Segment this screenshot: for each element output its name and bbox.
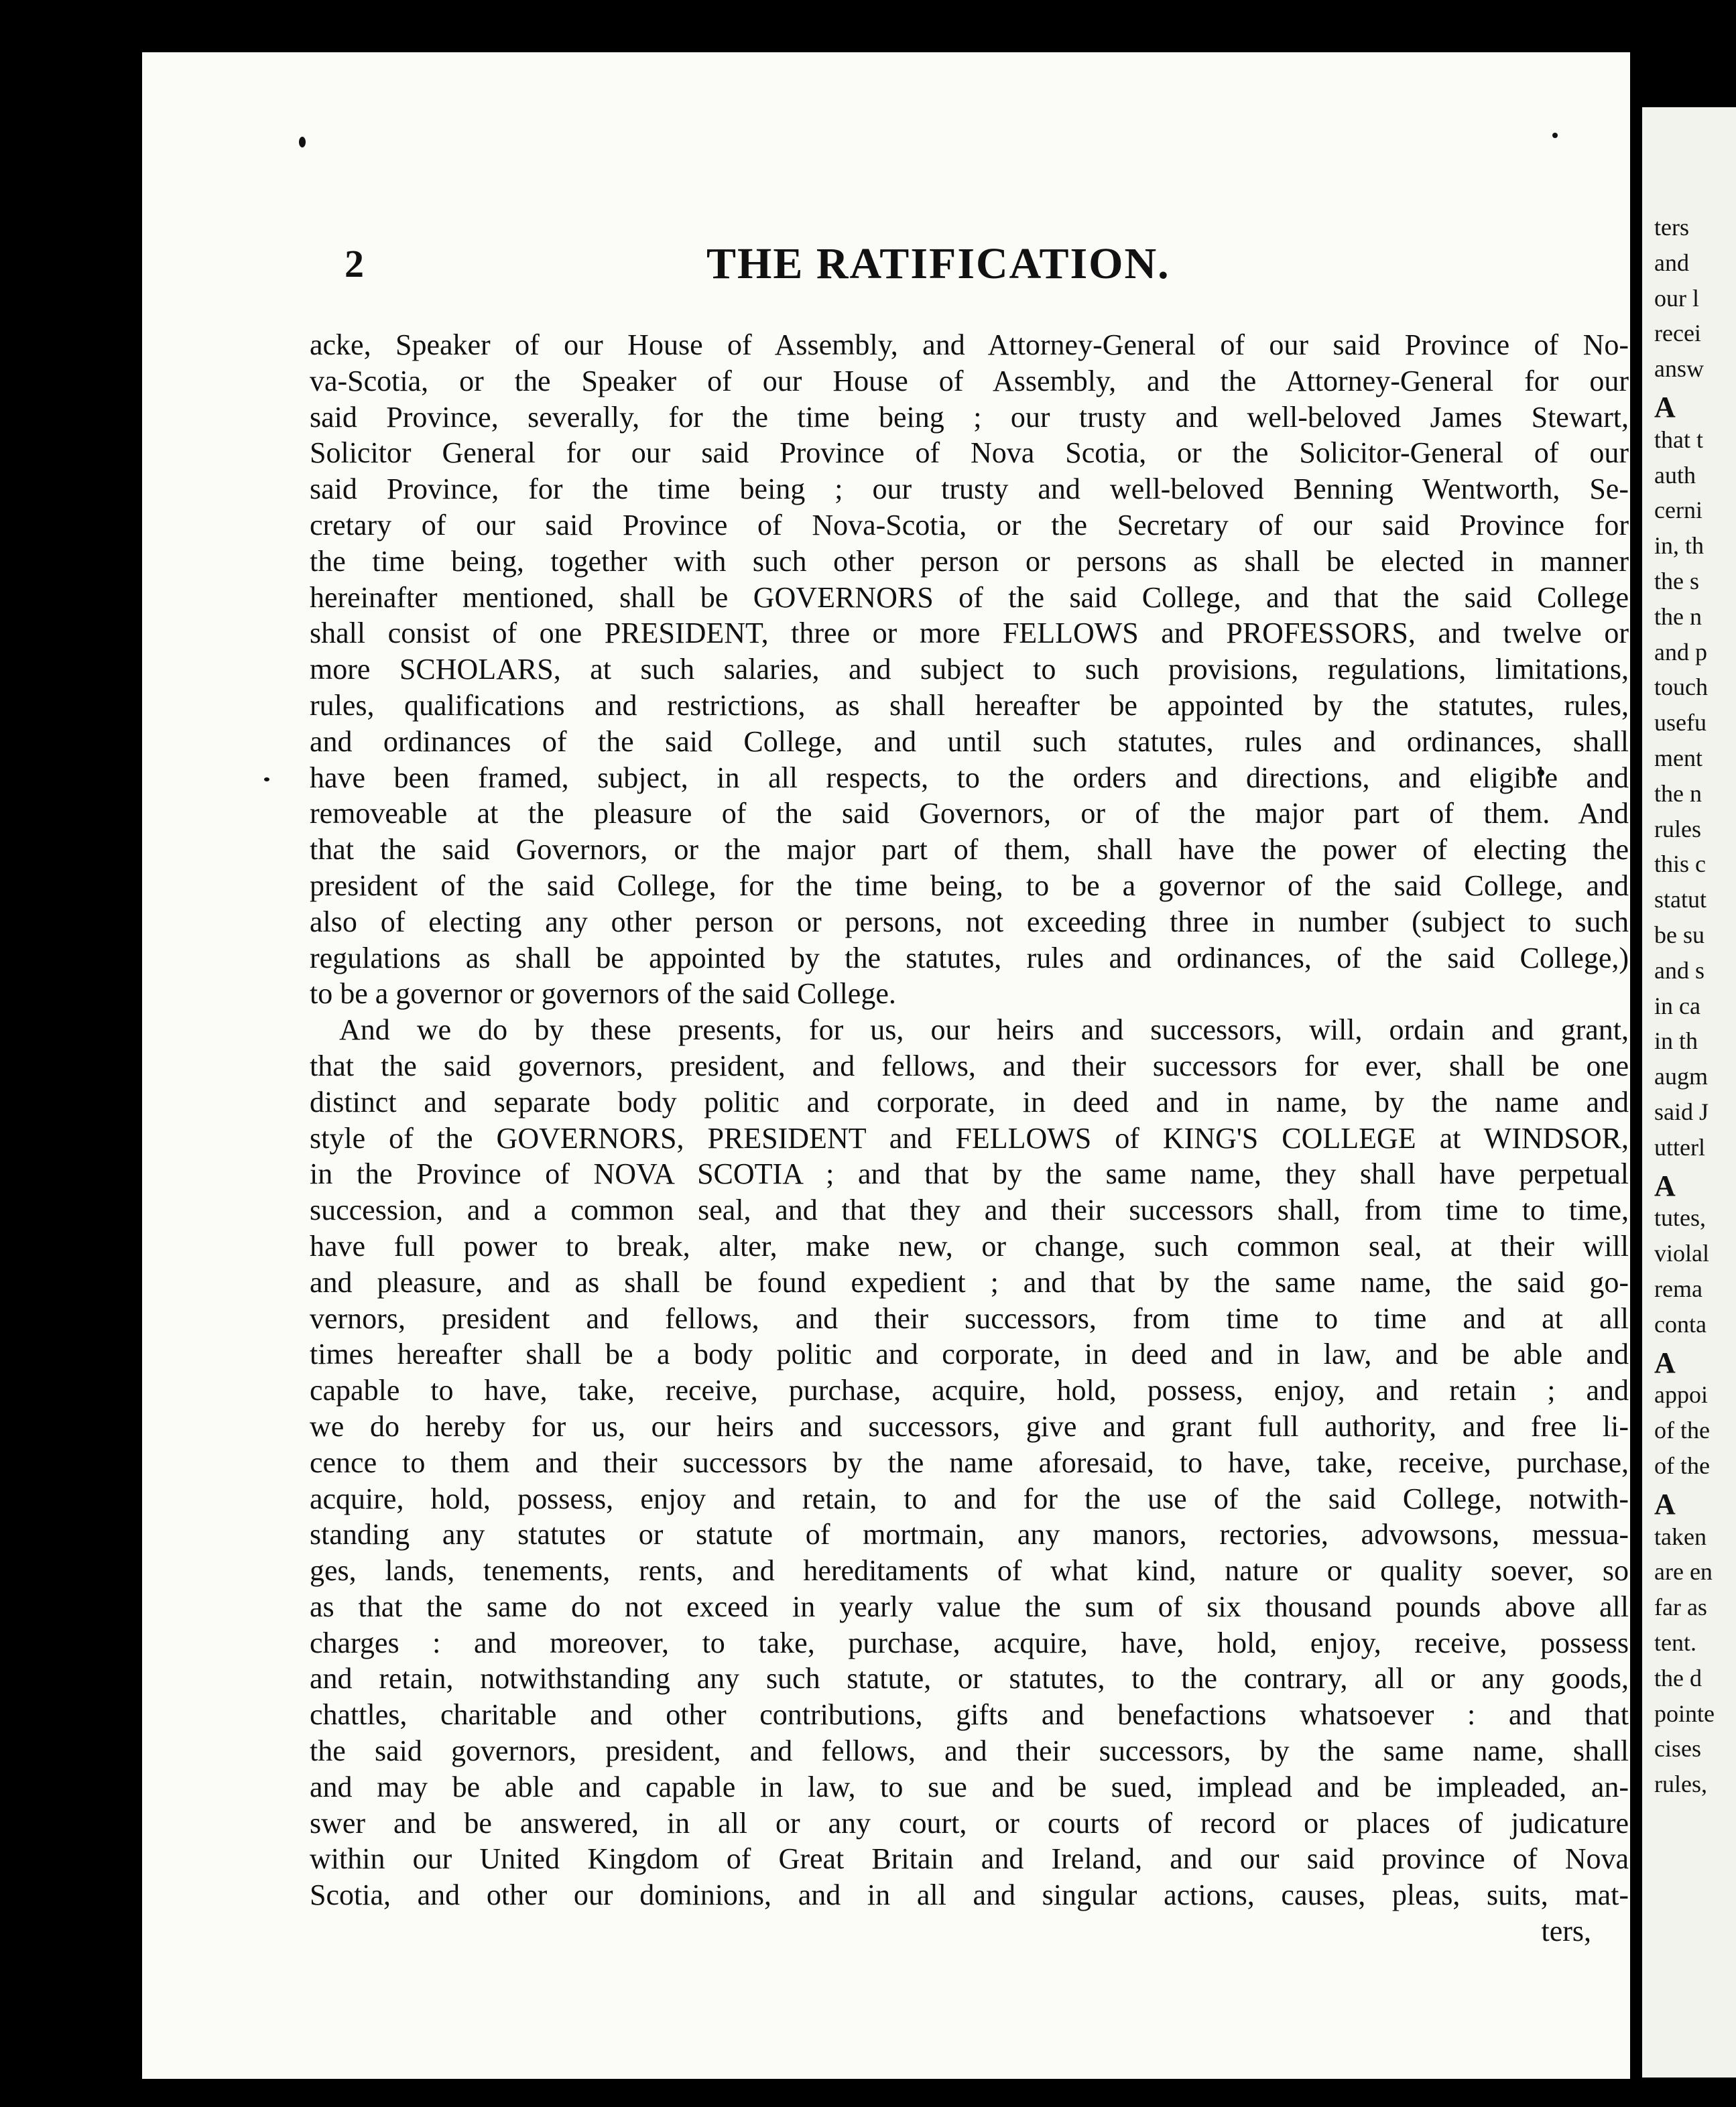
facing-page-fragment: tent.: [1654, 1629, 1696, 1656]
text-line: Scotia, and other our dominions, and in all and singular actions, causes, pleas, suits, mat-: [310, 1878, 1629, 1912]
book-page: [142, 52, 1630, 2079]
facing-page-fragment: and: [1654, 249, 1689, 276]
text-line: ges, lands, tenements, rents, and hereditaments of what kind, nature or quality soever, so: [310, 1554, 1629, 1588]
text-line: cence to them and their successors by the name aforesaid, to have, take, receive, purchase,: [310, 1446, 1629, 1479]
text-line: swer and be answered, in all or any court, or courts of record or places of judicature: [310, 1806, 1629, 1840]
facing-page-fragment: cerni: [1654, 497, 1702, 524]
facing-page-fragment: augm: [1654, 1063, 1708, 1090]
facing-page-fragment: our l: [1654, 284, 1699, 312]
text-line: capable to have, take, receive, purchase, acquire, hold, possess, enjoy, and retain ; and: [310, 1374, 1629, 1407]
text-line: also of electing any other person or persons, not exceeding three in number (subject to such: [310, 905, 1629, 938]
ink-speck: [1552, 133, 1558, 138]
facing-page-fragment: and p: [1654, 638, 1707, 665]
facing-page-fragment: the n: [1654, 779, 1702, 807]
facing-page-fragment: cises: [1654, 1735, 1701, 1763]
text-line: president of the said College, for the time being, to be a governor of the said College, and: [310, 869, 1629, 902]
text-line: succession, and a common seal, and that they and their successors shall, from time to time,: [310, 1194, 1629, 1227]
text-line: times hereafter shall be a body politic and corporate, in deed and in law, and be able and: [310, 1338, 1629, 1371]
facing-page-fragment: A: [1654, 391, 1676, 424]
text-line: more SCHOLARS, at such salaries, and subject to such provisions, regulations, limitations,: [310, 653, 1629, 686]
text-line: cretary of our said Province of Nova-Scotia, or the Secretary of our said Province for: [310, 508, 1629, 541]
text-line: style of the GOVERNORS, PRESIDENT and FELLOWS of KING'S COLLEGE at WINDSOR,: [310, 1121, 1629, 1155]
facing-page-fragment: usefu: [1654, 709, 1707, 737]
facing-page-fragment: pointe: [1654, 1700, 1715, 1727]
text-line: chattles, charitable and other contributions, gifts and benefactions whatsoever : and that: [310, 1698, 1629, 1732]
text-line: va-Scotia, or the Speaker of our House of Assembly, and the Attorney-General for our: [310, 364, 1629, 397]
facing-page-fragment: recei: [1654, 320, 1701, 347]
page-gutter: [1630, 0, 1642, 2107]
text-line: vernors, president and fellows, and their successors, from time to time and at all: [310, 1301, 1629, 1335]
facing-page-fragment: this c: [1654, 850, 1706, 878]
text-line: within our United Kingdom of Great Britain and Ireland, and our said province of Nova: [310, 1842, 1629, 1876]
facing-page-fragment: in ca: [1654, 992, 1700, 1019]
facing-page-fragment: said J: [1654, 1098, 1709, 1125]
facing-page-fragment: A: [1654, 1169, 1676, 1202]
text-line: as that the same do not exceed in yearly value the sum of six thousand pounds above all: [310, 1590, 1629, 1623]
facing-page-fragment: violal: [1654, 1240, 1709, 1267]
facing-page-fragment: the d: [1654, 1664, 1702, 1691]
text-line: rules, qualifications and restrictions, as shall hereafter be appointed by the statutes, rules,: [310, 688, 1629, 722]
text-line: and retain, notwithstanding any such statute, or statutes, to the contrary, all or any goods,: [310, 1662, 1629, 1696]
facing-page-fragment: answ: [1654, 355, 1704, 383]
facing-page-fragment: of the: [1654, 1452, 1710, 1479]
text-line: we do hereby for us, our heirs and successors, give and grant full authority, and free li-: [310, 1409, 1629, 1443]
ink-speck: [264, 777, 269, 781]
facing-page-fragment: A: [1654, 1487, 1676, 1521]
facing-page-fragment: and s: [1654, 956, 1704, 984]
text-line: and pleasure, and as shall be found expedient ; and that by the same name, the said go-: [310, 1265, 1629, 1299]
running-head: THE RATIFICATION.: [706, 239, 1170, 288]
facing-page-fragment: are en: [1654, 1558, 1713, 1586]
text-line: the time being, together with such other person or persons as shall be elected in manner: [310, 544, 1629, 578]
facing-page-fragment: in, th: [1654, 532, 1704, 560]
facing-page-fragment: in th: [1654, 1027, 1698, 1055]
catchword: ters,: [1541, 1915, 1591, 1948]
text-line: Solicitor General for our said Province of Nova Scotia, or the Solicitor-General of our: [310, 436, 1629, 470]
facing-page-fragment: tutes,: [1654, 1204, 1706, 1232]
facing-page-fragment: ters: [1654, 214, 1689, 241]
facing-page-fragment: ment: [1654, 745, 1702, 771]
facing-page-fragment: that t: [1654, 426, 1703, 453]
text-line: acquire, hold, possess, enjoy and retain, to and for the use of the said College, notwith-: [310, 1482, 1629, 1515]
facing-page-fragment: of the: [1654, 1417, 1710, 1444]
facing-page-fragment: rema: [1654, 1275, 1702, 1302]
text-line: in the Province of NOVA SCOTIA ; and that by the same name, they shall have perpetual: [310, 1157, 1629, 1191]
text-line: hereinafter mentioned, shall be GOVERNORS of the said College, and that the said College: [310, 580, 1629, 614]
text-line: regulations as shall be appointed by the statutes, rules and ordinances, of the said College,): [310, 941, 1629, 974]
facing-page: [1642, 107, 1736, 2078]
facing-page-fragment: be su: [1654, 921, 1704, 948]
body-text: [310, 327, 1629, 2056]
text-line: removeable at the pleasure of the said Governors, or of the major part of them. And: [310, 797, 1629, 830]
text-line: the said governors, president, and fellows, and their successors, by the same name, shall: [310, 1734, 1629, 1768]
facing-page-fragment: auth: [1654, 461, 1696, 489]
facing-page-fragment: A: [1654, 1346, 1676, 1379]
text-line: standing any statutes or statute of mortmain, any manors, rectories, advowsons, messua-: [310, 1518, 1629, 1551]
text-line: have been framed, subject, in all respects, to the orders and directions, and eligible and: [310, 761, 1629, 794]
text-line: said Province, severally, for the time being ; our trusty and well-beloved James Stewart,: [310, 400, 1629, 434]
text-line: acke, Speaker of our House of Assembly, and Attorney-General of our said Province of No-: [310, 328, 1629, 361]
facing-page-fragment: touch: [1654, 674, 1708, 701]
text-line: that the said governors, president, and fellows, and their successors for ever, shall be one: [310, 1049, 1629, 1082]
text-line: charges : and moreover, to take, purchase, acquire, have, hold, enjoy, receive, possess: [310, 1626, 1629, 1659]
facing-page-fragment: far as: [1654, 1594, 1707, 1621]
facing-page-fragment: statut: [1654, 886, 1707, 913]
facing-page-fragment: taken: [1654, 1523, 1707, 1550]
text-line: to be a governor or governors of the said College.: [310, 977, 896, 1011]
text-line: and may be able and capable in law, to sue and be sued, implead and be impleaded, an-: [310, 1770, 1629, 1803]
ink-speck: [299, 137, 306, 147]
facing-page-fragment: rules,: [1654, 1771, 1707, 1798]
facing-page-fragment: rules: [1654, 815, 1701, 842]
text-line: said Province, for the time being ; our trusty and well-beloved Benning Wentworth, Se-: [310, 472, 1629, 506]
page-number: 2: [345, 242, 364, 285]
facing-page-fragment: the s: [1654, 568, 1699, 594]
facing-page-fragment: conta: [1654, 1310, 1707, 1338]
facing-page-fragment: the n: [1654, 602, 1702, 630]
facing-page-fragment: utterl: [1654, 1133, 1705, 1161]
text-line: And we do by these presents, for us, our heirs and successors, will, ordain and grant,: [339, 1013, 1629, 1047]
text-line: shall consist of one PRESIDENT, three or more FELLOWS and PROFESSORS, and twelve or: [310, 617, 1629, 650]
text-line: and ordinances of the said College, and until such statutes, rules and ordinances, shall: [310, 724, 1629, 758]
text-line: distinct and separate body politic and corporate, in deed and in name, by the name and: [310, 1085, 1629, 1119]
facing-page-fragment: appoi: [1654, 1381, 1708, 1409]
text-line: that the said Governors, or the major part of them, shall have the power of electing the: [310, 833, 1629, 867]
text-line: have full power to break, alter, make new, or change, such common seal, at their will: [310, 1229, 1629, 1263]
